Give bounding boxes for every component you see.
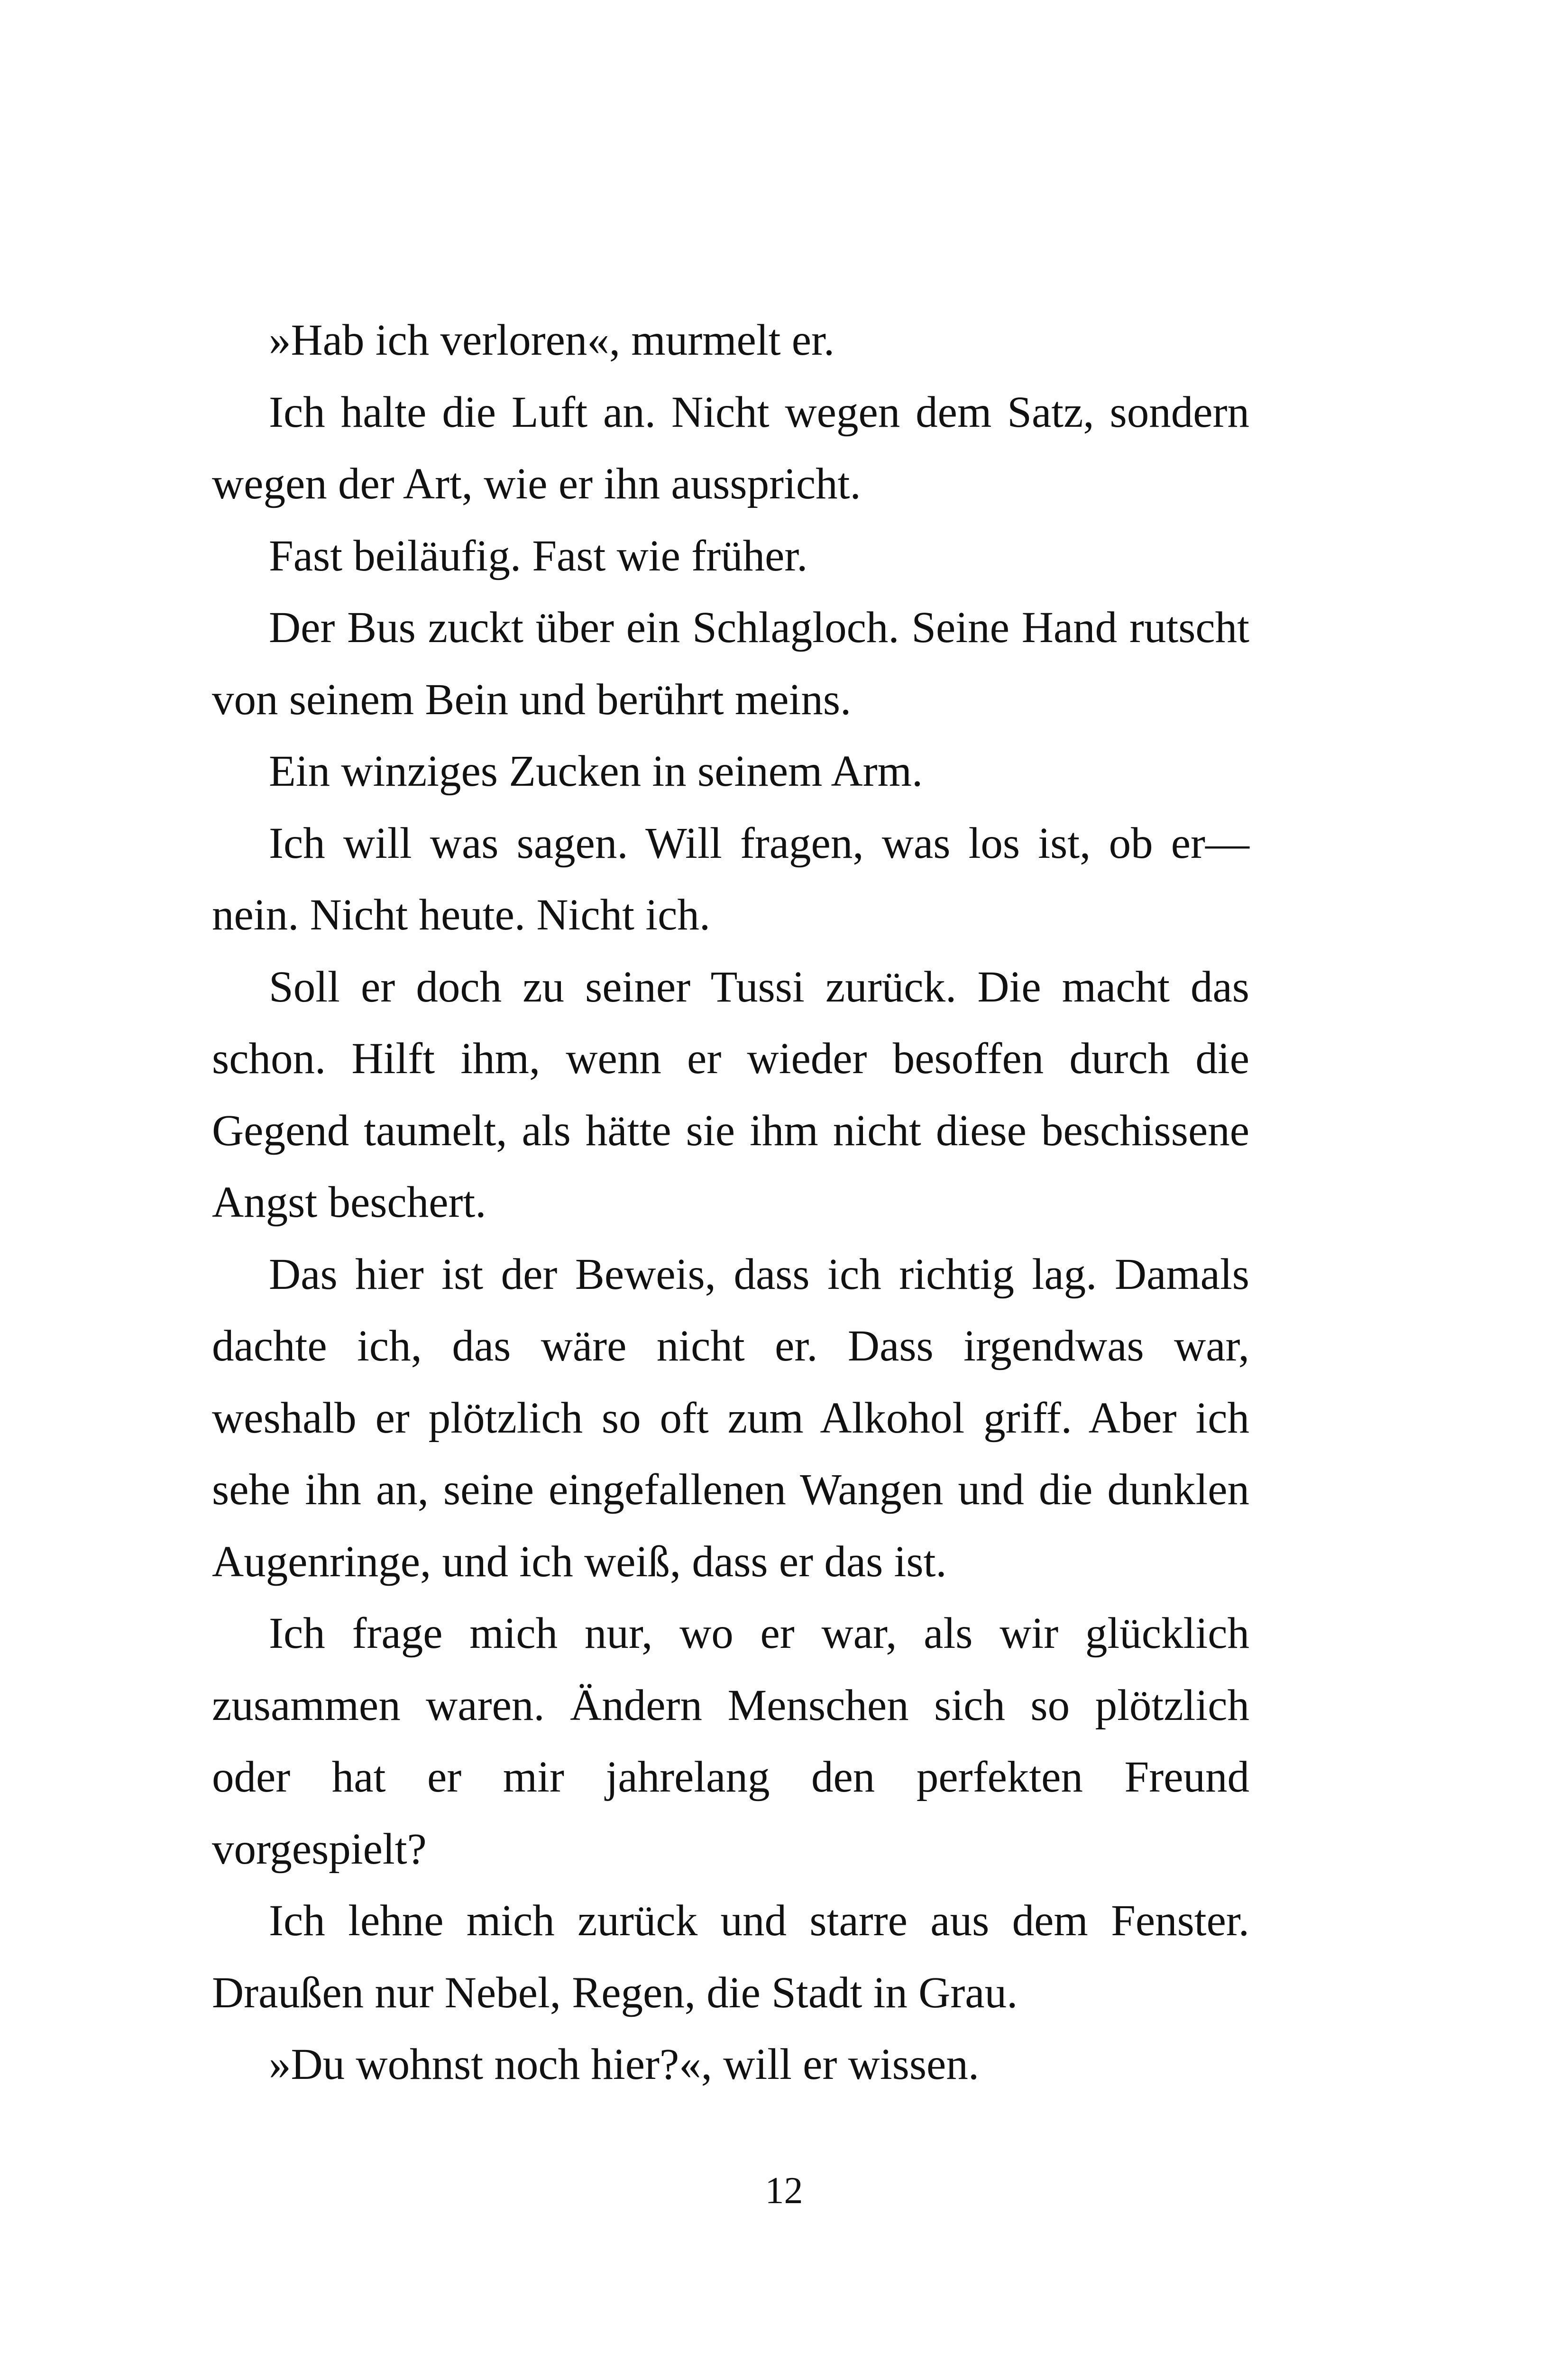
page-number: 12 xyxy=(765,2170,803,2212)
paragraph: Der Bus zuckt über ein Schlagloch. Seine Hand rutscht von seinem Bein und berührt meins. xyxy=(212,603,1249,724)
paragraph: »Du wohnst noch hier?«, will er wissen. xyxy=(269,2040,980,2089)
paragraph: Ich frage mich nur, wo er war, als wir glücklich zusammen waren. Ändern Menschen sich so plötzlich oder hat er mir jahrelang den perfekten Freund vorgespielt? xyxy=(212,1609,1249,1874)
paragraph: »Hab ich verloren«, murmelt er. xyxy=(269,316,835,365)
paragraph: Ein winziges Zucken in seinem Arm. xyxy=(269,747,923,796)
body-text xyxy=(212,304,1249,2101)
paragraph: Fast beiläufig. Fast wie früher. xyxy=(269,531,808,580)
paragraph: Das hier ist der Beweis, dass ich richtig lag. Damals dachte ich, das wäre nicht er. Dass irgendwas war, weshalb er plötzlich so oft zum Alkohol griff. Aber ich sehe ihn an, seine eingefallenen Wangen und die dunklen Augenringe, und ich weiß, dass er das ist. xyxy=(212,1250,1249,1586)
paragraph: Ich lehne mich zurück und starre aus dem Fenster. Draußen nur Nebel, Regen, die Stadt in Grau. xyxy=(212,1896,1249,2017)
paragraph: Ich halte die Luft an. Nicht wegen dem Satz, sondern wegen der Art, wie er ihn ausspricht. xyxy=(212,387,1249,508)
paragraph: Ich will was sagen. Will fragen, was los ist, ob er— nein. Nicht heute. Nicht ich. xyxy=(212,818,1249,939)
paragraph: Soll er doch zu seiner Tussi zurück. Die macht das schon. Hilft ihm, wenn er wieder besoffen durch die Gegend taumelt, als hätte sie ihm nicht diese beschissene Angst beschert. xyxy=(212,962,1249,1227)
